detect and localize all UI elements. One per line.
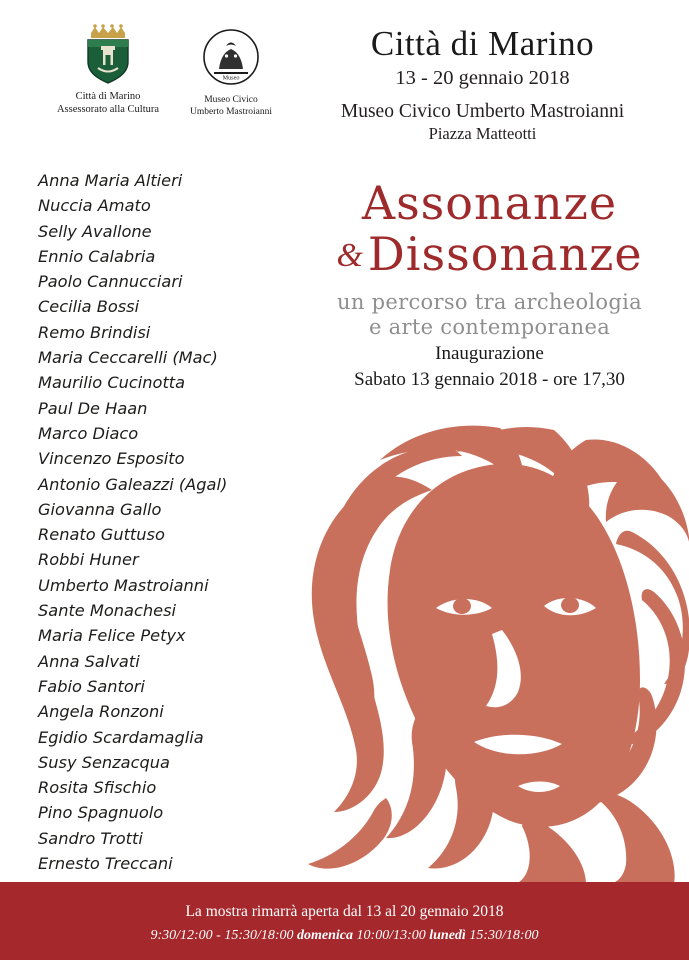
artist-list — [38, 168, 300, 876]
exhibition-subtitle-line1: un percorso tra archeologia — [337, 290, 642, 314]
crest-caption-line2: Assessorato alla Cultura — [56, 104, 160, 116]
poster-header — [0, 0, 689, 168]
footer-hours — [0, 925, 689, 946]
opening-block — [300, 342, 679, 392]
opening-datetime: Sabato 13 gennaio 2018 - ore 17,30 — [354, 368, 625, 390]
marino-coat-of-arms-icon — [48, 22, 168, 84]
footer-dates: La mostra rimarrà aperta dal 13 al 20 gennaio 2018 — [185, 903, 504, 920]
list-item: Anna Salvati — [38, 651, 140, 671]
exhibition-title-line2-row — [300, 228, 679, 282]
header-title-block — [290, 26, 675, 144]
list-item: Egidio Scardamaglia — [38, 727, 204, 747]
list-item: Maria Felice Petyx — [38, 626, 186, 646]
list-item: Remo Brindisi — [38, 322, 151, 342]
museum-caption-line2: Umberto Mastroianni — [189, 106, 273, 117]
list-item: Ennio Calabria — [38, 246, 156, 266]
exhibition-title-line1: Assonanze — [361, 176, 618, 230]
poster-footer — [0, 882, 689, 960]
list-item: Selly Avallone — [38, 221, 152, 241]
list-item: Pino Spagnuolo — [38, 803, 164, 823]
museum-logo-block — [176, 28, 286, 119]
list-item: Angela Ronzoni — [38, 702, 164, 722]
list-item: Maurilio Cucinotta — [38, 373, 186, 393]
exhibition-title-line2: Dissonanze — [367, 227, 643, 281]
list-item: Anna Maria Altieri — [38, 171, 183, 190]
list-item: Marco Diaco — [38, 423, 139, 443]
venue-address: Piazza Matteotti — [428, 123, 537, 143]
museum-logo-text-line1: Museo — [222, 74, 240, 82]
ampersand-glyph: & — [336, 237, 364, 274]
museum-caption-line1: Museo Civico — [204, 95, 258, 105]
event-dates: 13 - 20 gennaio 2018 — [395, 66, 570, 89]
list-item: Cecilia Bossi — [38, 297, 140, 317]
exhibition-subtitle-line2: e arte contemporanea — [368, 315, 611, 339]
list-item: Fabio Santori — [38, 676, 145, 696]
list-item: Vincenzo Esposito — [38, 449, 185, 469]
list-item: Susy Senzacqua — [38, 752, 170, 772]
page-title: Città di Marino — [370, 24, 595, 63]
crest-caption-line1: Città di Marino — [75, 91, 141, 102]
exhibition-title-block — [300, 178, 679, 340]
list-item: Ernesto Treccani — [38, 854, 173, 874]
list-item: Paolo Cannucciari — [38, 272, 183, 292]
venue-name: Museo Civico Umberto Mastroianni — [340, 101, 625, 123]
list-item: Rosita Sfischio — [38, 778, 157, 798]
hours-weekday: 9:30/12:00 - 15:30/18:00 — [150, 927, 294, 943]
opening-label: Inaugurazione — [435, 343, 544, 364]
hours-monday: 15:30/18:00 — [469, 927, 539, 943]
list-item: Sante Monachesi — [38, 601, 177, 621]
hours-monday-label: lunedì — [429, 927, 466, 943]
medusa-face-illustration — [286, 394, 689, 884]
list-item: Antonio Galeazzi (Agal) — [38, 474, 228, 494]
list-item: Paul De Haan — [38, 398, 148, 418]
list-item: Giovanna Gallo — [38, 499, 162, 519]
hours-sunday-label: domenica — [297, 927, 354, 943]
list-item: Sandro Trotti — [38, 828, 143, 848]
list-item: Renato Guttuso — [38, 525, 165, 545]
museo-civico-marino-logo-icon — [202, 73, 260, 90]
list-item: Robbi Huner — [38, 550, 139, 570]
list-item: Maria Ceccarelli (Mac) — [38, 348, 218, 368]
city-crest-block — [48, 22, 168, 116]
list-item: Umberto Mastroianni — [38, 575, 209, 595]
hours-sunday: 10:00/13:00 — [356, 927, 426, 943]
list-item: Nuccia Amato — [38, 196, 151, 216]
